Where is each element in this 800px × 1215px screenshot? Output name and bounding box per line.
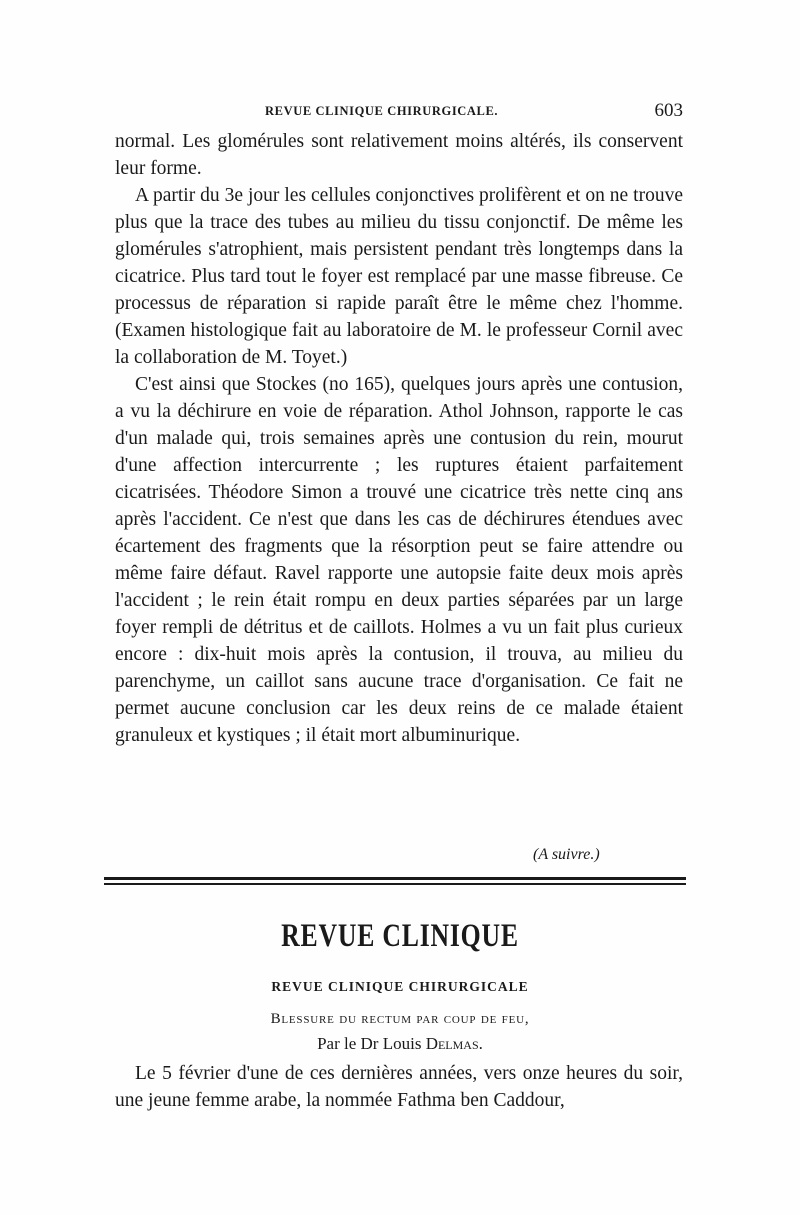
subsection-title: REVUE CLINIQUE CHIRURGICALE (271, 979, 529, 994)
page-number: 603 (654, 100, 683, 121)
paragraph: A partir du 3e jour les cellules conjonctives prolifèrent et on ne trouve plus que la trace des tubes au milieu du tissu conjonctif. De même les glomérules s'atrophient, mais persistent pendant très longtemps dans la cicatrice. Plus tard tout le foyer est remplacé par une masse fibreuse. Ce processus de réparation si rapide paraît être le même chez l'homme. (Examen histologique fait au laboratoire de M. le professeur Cornil avec la collaboration de M. Toyet.) (115, 185, 683, 368)
to-be-continued-note: (A suivre.) (533, 846, 600, 863)
section-title: REVUE CLINIQUE (281, 918, 519, 954)
section-divider (104, 883, 686, 885)
running-title: REVUE CLINIQUE CHIRURGICALE. (265, 104, 499, 118)
author-name: Delmas. (425, 1034, 483, 1053)
paragraph: C'est ainsi que Stockes (no 165), quelques jours après une contusion, a vu la déchirure en voie de réparation. Athol Johnson, rapporte le cas d'un malade qui, trois semaines après une contusion du rein, mourut d'une affection intercurrente ; les ruptures étaient parfaitement cicatrisées. Théodore Simon a trouvé une cicatrice très nette cinq ans après l'accident. Ce n'est que dans les cas de déchirures étendues avec écartement des fragments que la résorption peut se faire attendre ou même faire défaut. Ravel rapporte une autopsie faite deux mois après l'accident ; le rein était rompu en deux parties séparées par un large foyer rempli de détritus et de caillots. Holmes a vu un fait plus curieux encore : dix-huit mois après la contusion, il trouva, au milieu du parenchyme, un caillot sans aucune trace d'organisation. Ce fait ne permet aucune conclusion car les deux reins de ce malade étaient granuleux et kystiques ; il était mort albuminurique. (115, 374, 683, 746)
paragraph: normal. Les glomérules sont relativement moins altérés, ils conservent leur forme. (115, 131, 683, 179)
article-title: Blessure du rectum par coup de feu, (270, 1011, 530, 1027)
byline-prefix: Par le Dr Louis (317, 1034, 426, 1053)
article-body (115, 1060, 683, 1114)
section-divider (104, 877, 686, 880)
byline (0, 1034, 800, 1054)
paragraph: Le 5 février d'une de ces dernières années, vers onze heures du soir, une jeune femme arabe, la nommée Fathma ben Caddour, (115, 1063, 683, 1111)
main-text (115, 128, 683, 749)
running-header (115, 98, 683, 126)
